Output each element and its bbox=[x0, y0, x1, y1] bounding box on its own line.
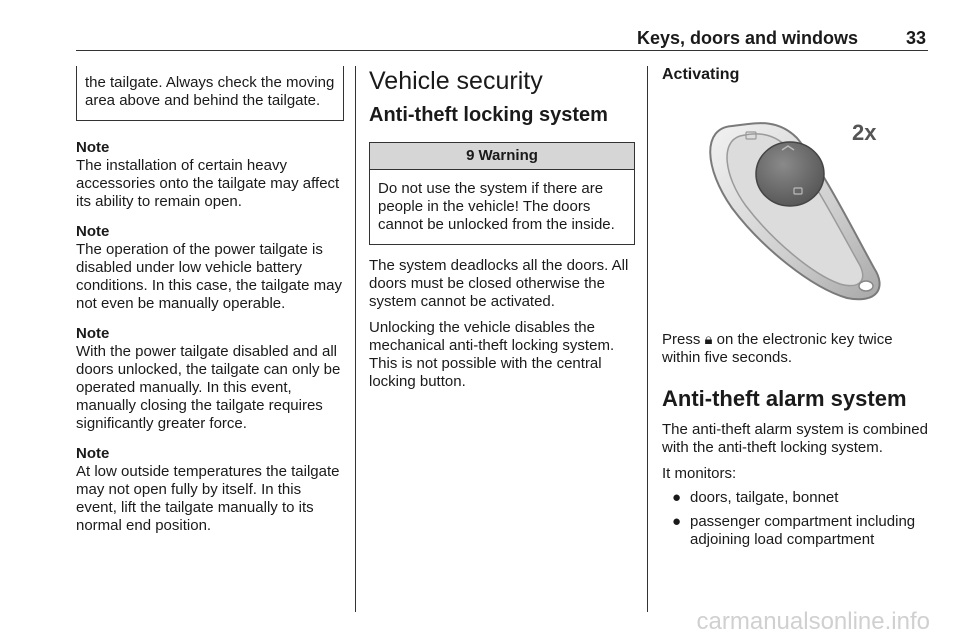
lock-icon: 🔒︎ bbox=[704, 331, 713, 348]
note bbox=[76, 139, 344, 211]
column-middle bbox=[369, 66, 635, 399]
column-right bbox=[662, 66, 928, 555]
electronic-key-figure bbox=[662, 98, 928, 308]
activating-heading: Activating bbox=[662, 66, 740, 83]
continued-warning-text: the tailgate. Always check the moving area above and behind the tailgate. bbox=[85, 74, 335, 109]
paragraph bbox=[662, 331, 928, 367]
key-fob bbox=[710, 123, 879, 299]
note-text: With the power tailgate disabled and all doors unlocked, the tailgate can only be operated manually. In this event, manually closing the tailgate requires significantly greater force. bbox=[76, 343, 341, 432]
paragraph: The anti-theft alarm system is combined with the anti-theft locking system. bbox=[662, 421, 928, 456]
warning-title: Warning bbox=[478, 147, 538, 164]
column-divider bbox=[647, 66, 648, 612]
note bbox=[76, 223, 344, 313]
monitors-list bbox=[662, 489, 928, 549]
list-item-text: doors, tailgate, bonnet bbox=[690, 489, 839, 506]
bullet-icon: ● bbox=[672, 513, 682, 530]
note-text: The installation of certain heavy accessories onto the tailgate may affect its ability to remain open. bbox=[76, 157, 340, 210]
page-number: 33 bbox=[905, 28, 926, 48]
note-text: The operation of the power tailgate is disabled under low vehicle battery conditions. In this case, the tailgate may not even be manually operable. bbox=[76, 241, 342, 312]
warning-icon: 9 bbox=[466, 147, 475, 164]
note-label: Note bbox=[76, 139, 110, 156]
continued-warning-box bbox=[76, 66, 344, 121]
note-label: Note bbox=[76, 223, 110, 240]
press-text-after: on the electronic key twice within five seconds. bbox=[662, 331, 893, 366]
section-heading: Vehicle security bbox=[369, 67, 543, 95]
list-item-text: passenger compartment including adjoining load compartment bbox=[690, 513, 916, 548]
header-rule bbox=[76, 50, 928, 51]
subsection-heading: Anti-theft locking system bbox=[369, 104, 608, 126]
note bbox=[76, 445, 344, 535]
note-label: Note bbox=[76, 445, 110, 462]
bullet-icon: ● bbox=[672, 489, 682, 506]
column-left bbox=[76, 66, 344, 535]
press-text-before: Press bbox=[662, 331, 705, 348]
note bbox=[76, 325, 344, 433]
warning-header bbox=[370, 143, 634, 170]
list-item bbox=[662, 513, 928, 549]
watermark: carmanualsonline.info bbox=[696, 608, 930, 635]
monitors-label: It monitors: bbox=[662, 465, 737, 482]
warning-text: Do not use the system if there are people in the vehicle! The doors cannot be unlocked from the inside. bbox=[378, 180, 615, 233]
section-heading: Anti-theft alarm system bbox=[662, 386, 907, 411]
press-count-label: 2x bbox=[852, 120, 877, 145]
note-label: Note bbox=[76, 325, 110, 342]
list-item bbox=[662, 489, 928, 507]
header-title: Keys, doors and windows bbox=[636, 28, 858, 48]
paragraph: The system deadlocks all the doors. All doors must be closed otherwise the system cannot be activated. bbox=[369, 257, 629, 310]
paragraph: Unlocking the vehicle disables the mechanical anti-theft locking system. This is not possible with the central locking button. bbox=[369, 319, 615, 390]
column-divider bbox=[355, 66, 356, 612]
warning-box bbox=[369, 142, 635, 245]
note-text: At low outside temperatures the tailgate may not open fully by itself. In this event, lift the tailgate manually to its normal end position. bbox=[76, 463, 340, 534]
